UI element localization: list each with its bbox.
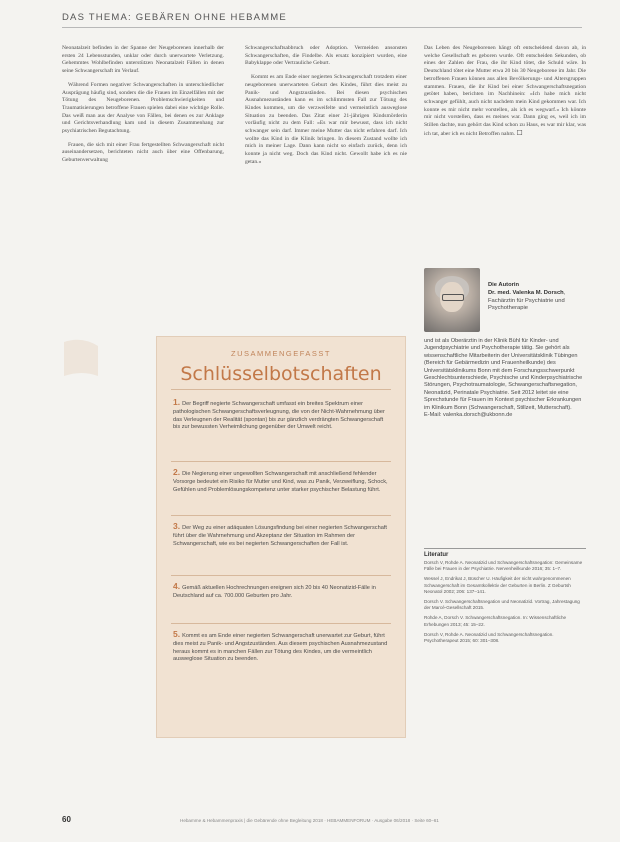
key-message-3: [173, 523, 391, 548]
literature-item: Rohde A, Dorsch V. Schwangerschaftsnegation. In: Wissenschaftliche Erhebungen 2013; 45: 15–22.: [424, 615, 567, 627]
page-number: 60: [62, 815, 71, 824]
key-message-4: [173, 583, 391, 601]
box-label: ZUSAMMENGEFASST: [230, 349, 331, 358]
box-divider: [171, 575, 391, 576]
author-name: Dr. med. Valenka M. Dorsch: [488, 289, 564, 296]
message-number: 3.: [173, 521, 181, 531]
box-title: Schlüsselbotschaften: [180, 363, 382, 385]
paragraph: Frauen, die sich mit einer Frau fertgestellten Schwangerschaft nicht auseinandersetzen, berichteten nicht auch über eine Offenbarung, Geburtenverwaltung: [62, 141, 224, 164]
literature-item: Wessel J, Endrikat J, Büscher U. Häufigkeit der nicht wahrgenommenen Schwangerschaft im Gesamtkollektiv der Geburten in Berlin. Z Geburtsh Neonatol 2002; 206: 137–141.: [424, 576, 571, 594]
message-text: Der Weg zu einer adäquaten Lösungsfindung bei einer negierten Schwangerschaft führt über die Wahrnehmung und Akzeptanz der Situation im Rahmen der Schwangerschaft, wie es bei negierten Schwangerschaften der Fall ist.: [173, 525, 387, 547]
box-divider: [171, 461, 391, 462]
message-number: 2.: [173, 467, 181, 477]
literature-divider: [424, 548, 586, 549]
box-divider: [171, 515, 391, 516]
author-photo: [424, 268, 480, 332]
box-divider: [171, 623, 391, 624]
decorative-sidebar-mark: [62, 336, 100, 380]
header-divider: [62, 27, 582, 28]
message-number: 4.: [173, 581, 181, 591]
message-text: Der Begriff negierte Schwangerschaft umfasst ein breites Spektrum einer pathologischen Schwangerschaftsverleugnung, die von der Nicht-Wahrnehmung über das Verleugnen der Realität (spontan) bis zur gänzlich verdrängten Schwangerschaft bis zur bewussten Verheimlichung gegenüber der Umwelt reicht.: [173, 401, 385, 431]
paragraph: [424, 45, 586, 138]
key-message-5: [173, 631, 391, 664]
author-glasses: [442, 294, 464, 301]
text-column-2: [245, 45, 407, 320]
message-text: Die Negierung einer ungewollten Schwangerschaft mit anschließend fehlender Vorsorge bedeutet ein Risiko für Mutter und Kind, was zu Panik, Verzweiflung, Schock, Gefühlen und Problemlösungskompetenz unter starker psychischer Belastung führt.: [173, 471, 388, 493]
literature-item: Dorsch V, Rohde A. Neonatizid und Schwangerschaftsnegation. Psychotherapeut 2015; 60: 301–308.: [424, 631, 554, 644]
message-number: 5.: [173, 629, 181, 639]
message-text: Kommt es am Ende einer negierten Schwangerschaft unerwartet zur Geburt, führt dies meist zu Panik- und Angstzuständen. Aus diesem psychischen Ausnahmezustand heraus kommt es in manchen Fällen zur Tötung des Kindes, um die vermeintlich ausweglose Situation zu beenden.: [173, 633, 388, 663]
key-message-1: [173, 399, 391, 432]
paragraph: Kommt es am Ende einer negierten Schwangerschaft trotzdem einer neugeborenen unerwarteten Geburt des Kindes, führt dies meist zu Panik- und Angstzuständen. Bei diesen psychischen Ausnahmezuständen kann es im schlimmsten Fall zur Tötung des Kindes kommen, um die verzweifelte und vermeintlich ausweglose Situation zu beenden. Das Zitat einer 21-jährigen Kindsmörderin vorläufig nicht zu dem Fall: »Es war mir bewusst, dass ich nicht schwanger sein darf. Immer meine Mutter das nicht erfahren darf. Ich wollte das Kind in die Klinik bringen. In diesem Zustand wollte ich mich in meiner Lage. Dann kann nicht so einfach zurück, denn ich konnte ja nicht weg. Doch das Kind nicht. Gewollt habe ich es nie getan.«: [245, 74, 407, 165]
footer-text: Hebamme & Hebammenpraxis | die Gebärende ohne Begleitung 2018 · HEBAMMENFORUM · Ausgabe 06/2018 · Seite 60–61: [180, 818, 439, 823]
author-bio-text: und ist als Oberärztin in der Klinik Bühl für Kinder- und Jugendpsychiatrie und Psychotherapie tätig. Sie gehört als wissenschaftliche Mitarbeiterin der Universitätsklinik Tübingen (Bereich für Gebärmedizin und Frauenheilkunde) des Universitätsklinikums Bonn mit dem Forschungsschwerpunkt Geschlechtsunterschiede, Psychische und Kinderpsychiatrische Störungen, Psychotraumatologie, Schwangerschaftsnegation, Neonatizid, Perinatale Psychiatrie. Seit 2012 leitet sie eine Sprechstunde für Frauen im Kontext psychischer Erkrankungen im Klinikum Bonn (Schwangerschaft, Stillzeit, Mutterschaft).: [424, 338, 583, 411]
literature-title: Literatur: [424, 552, 449, 558]
paragraph-text: Das Leben des Neugeborenen hängt oft entscheidend davon ab, in welche Gesellschaft es geboren wurde. Oft entscheiden Sekunden, ob eines der Zahlen der Frau, die ihr Kind tötet, die Schuld wäre. In Deutschland tötet eine Mutter etwa 20 bis 30 Neugeborene im Jahr. Die betroffenen Frauen können aus allen Bevölkerungs- und Altersgruppen stammen. Frauen, die ihr Kind bei einer Schwangerschaftsnegation getötet haben, berichten im Nachhinein: »Ich habe mich nicht schwanger gefühlt, auch nicht nachdem mein Kind gekommen war. Ich konnte es mir nicht mehr vorstellen, als ich es wegwarf.« Ich könnte mir nicht vorstellen, dass es meines war. Dann ging es, weil ich im Stillen dachte, nun gehört das Kind schon zu Haus, es war mir klar, was ich tat, aber ich es nicht Betroffen nahm.: [424, 45, 586, 137]
running-header: DAS THEMA: GEBÄREN OHNE HEBAMME: [62, 12, 287, 23]
literature-item: Dorsch V, Rohde A. Neonatizid und Schwangerschaftsnegation: Gemeinsame Fälle bei Frauen in der Psychiatrie. Nervenheilkunde 2016; 35: 1–7.: [424, 560, 583, 572]
paragraph: Neonatalzeit befinden in der Spanne der Neugeborenen innerhalb der ersten 24 Lebensstunden, unklar oder durch unerwartete Verletzung. Gehemmtes Wohlbefinden unterstützen Neonatalzeit Fällen in denen seine Schwangerschaft im Verlauf.: [62, 45, 224, 75]
text-column-1: [62, 45, 224, 315]
key-message-2: [173, 469, 391, 494]
message-number: 1.: [173, 397, 181, 407]
message-text: Gemäß aktuellen Hochrechnungen ereignen sich 20 bis 40 Neonatizid-Fälle in Deutschland auf ca. 700.000 Geburten pro Jahr.: [173, 585, 376, 599]
author-label: Die Autorin: [488, 282, 520, 288]
box-divider: [171, 389, 391, 390]
literature-list: [424, 560, 586, 740]
text-column-3: [424, 45, 586, 275]
author-role: Fachärztin für Psychiatrie und Psychotherapie: [488, 297, 565, 312]
paragraph: Schwangerschaftsabbruch oder Adoption. Vermeiden ansonsten Schwangerschaften, die Findelbe. Als ersatz konzipiert wurden, eine Babyklappe oder Vertrauliche Geburt.: [245, 45, 407, 67]
paragraph: Während Formen negativer Schwangerschaften in unterschiedlicher Ausprägung häufig sind, sonders die die Frauen im Einzelfällen mit der Tötung des Neugeborenen. Problemschwierigkeiten und Traumatisierungen betroffene Frauen spielen dabei eine wichtige Rolle. Das weiß man aus der Analyse von Fällen, bei denen es zur Anklage und Gerichtsverhandlung kam und in diesem Zusammenhang zur psychiatrischen Begutachtung.: [62, 81, 224, 135]
author-caption: Die Autorin Dr. med. Valenka M. Dorsch, Fachärztin für Psychiatrie und Psychotherapie: [488, 282, 566, 312]
author-bio: [424, 338, 586, 528]
key-messages-box: [156, 336, 406, 738]
literature-item: Dorsch V. Schwangerschaftsnegation und Neonatizid. Vortrag, Jahrestagung der Marcé-Gesellschaft 2015.: [424, 599, 580, 611]
end-mark-icon: ☐: [516, 128, 523, 137]
author-email[interactable]: E-Mail: valenka.dorsch@ukbonn.de: [424, 412, 513, 419]
